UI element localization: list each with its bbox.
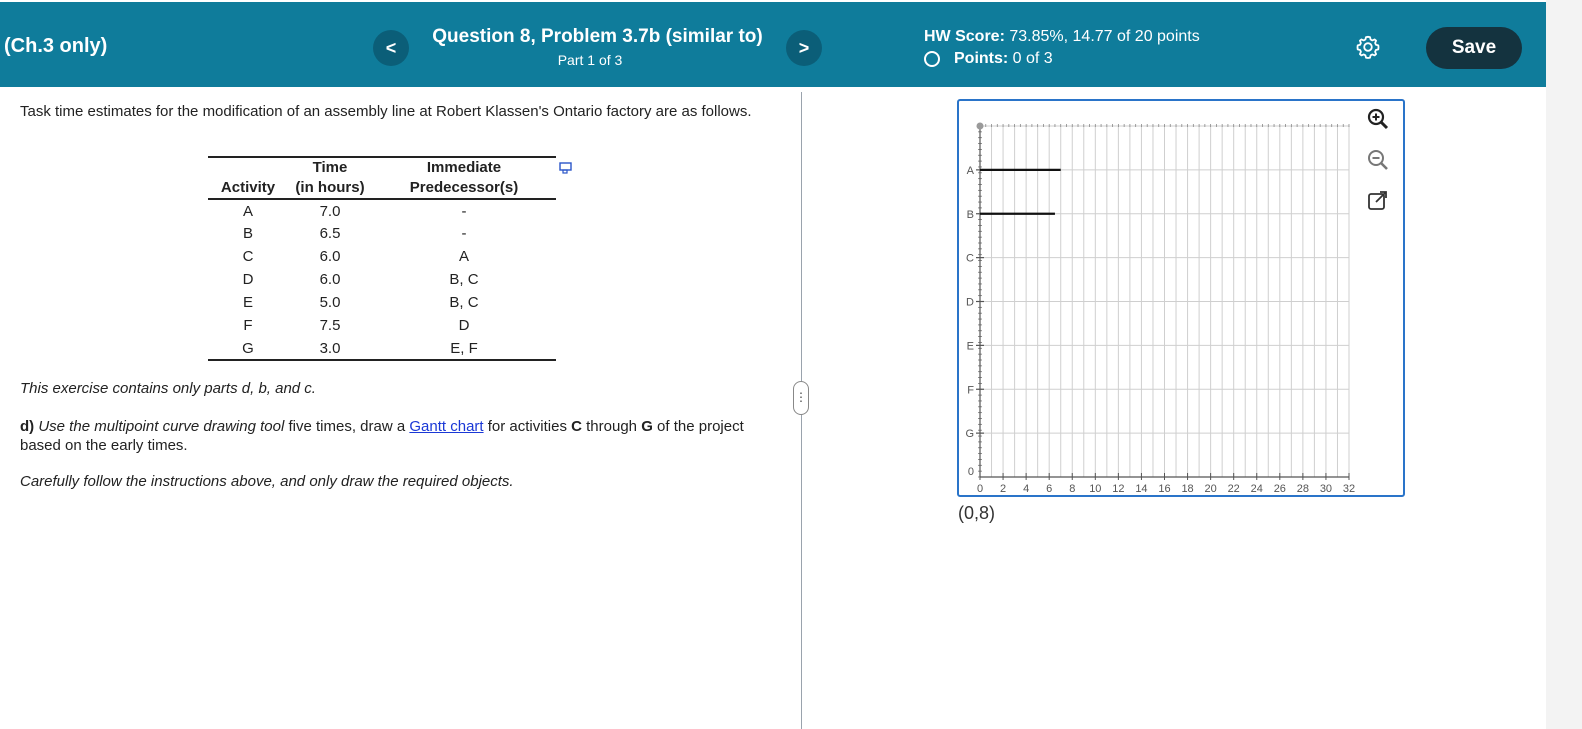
points-value: 0 of 3 <box>1012 50 1053 67</box>
question-part: Part 1 of 3 <box>557 52 623 68</box>
x-tick-label: 4 <box>1023 483 1030 495</box>
page-scrollbar[interactable] <box>1546 0 1582 729</box>
y-tick-label: B <box>966 208 974 221</box>
top-bar <box>0 2 1546 87</box>
gantt-graph[interactable] <box>959 101 1403 495</box>
y-tick-label: C <box>966 252 974 265</box>
x-tick-label: 8 <box>1069 483 1076 495</box>
circle-icon <box>924 51 940 67</box>
x-tick-label: 12 <box>1112 483 1125 495</box>
column-header-predecessors: Immediate Predecessor(s) <box>409 159 519 196</box>
x-tick-label: 0 <box>976 483 984 495</box>
x-tick-label: 22 <box>1227 483 1240 495</box>
save-button[interactable]: Save <box>1426 27 1522 69</box>
table-row: D 6.0 B, C <box>242 271 479 288</box>
copy-table-icon[interactable] <box>559 162 573 174</box>
next-question-button[interactable]: > <box>786 30 822 66</box>
y-tick-label: D <box>966 296 974 309</box>
x-tick-label: 26 <box>1273 483 1286 495</box>
hw-score <box>924 28 1200 46</box>
y-origin-label: 0 <box>967 466 974 478</box>
table-row: F 7.5 D <box>243 317 470 334</box>
column-header-time: Time (in hours) <box>295 159 365 196</box>
x-tick-label: 32 <box>1342 483 1356 495</box>
table-row: A 7.0 - <box>242 202 467 220</box>
x-tick-label: 30 <box>1319 483 1333 495</box>
gear-icon[interactable] <box>1356 35 1380 59</box>
zoom-out-icon[interactable] <box>1365 147 1391 173</box>
careful-note: Carefully follow the instructions above, and only draw the required objects. <box>20 473 514 490</box>
graph-panel[interactable] <box>957 99 1405 497</box>
exercise-note: This exercise contains only parts d, b, and c. <box>20 380 316 397</box>
course-title: (Ch.3 only) <box>4 35 108 57</box>
x-tick-label: 18 <box>1181 483 1194 495</box>
points-status <box>924 50 1053 68</box>
open-external-icon[interactable] <box>1365 188 1391 214</box>
x-tick-label: 16 <box>1158 483 1171 495</box>
y-tick-label: E <box>966 340 974 353</box>
table-row: G 3.0 E, F <box>242 339 478 357</box>
y-tick-label: G <box>965 428 974 441</box>
y-tick-label: A <box>966 164 974 177</box>
x-tick-label: 24 <box>1250 483 1263 495</box>
x-tick-label: 28 <box>1296 483 1309 495</box>
previous-question-button[interactable]: < <box>373 30 409 66</box>
table-row: B 6.5 - <box>242 225 467 242</box>
hw-score-label: HW Score: <box>924 28 1005 45</box>
gantt-chart-link[interactable]: Gantt chart <box>409 418 484 435</box>
points-label: Points: <box>954 50 1009 67</box>
x-tick-label: 10 <box>1089 483 1102 495</box>
table-row: E 5.0 B, C <box>242 294 479 311</box>
column-header-activity: Activity <box>220 179 276 196</box>
instruction-text: d) Use the multipoint curve drawing tool five times, draw a Gantt chart for activities C through G of the project based on the early times. <box>20 418 744 454</box>
zoom-in-icon[interactable] <box>1365 106 1391 132</box>
x-tick-label: 14 <box>1135 483 1148 495</box>
pane-resize-handle[interactable]: ⋮ <box>793 381 809 415</box>
y-tick-label: F <box>967 384 974 397</box>
question-title: Question 8, Problem 3.7b (similar to) <box>432 26 763 47</box>
hw-score-value: 73.85%, 14.77 of 20 points <box>1009 28 1200 45</box>
table-row: C 6.0 A <box>242 248 469 265</box>
x-tick-label: 2 <box>1000 483 1007 495</box>
x-tick-label: 20 <box>1204 483 1217 495</box>
task-table <box>208 156 556 361</box>
question-intro: Task time estimates for the modification of an assembly line at Robert Klassen's Ontario factory are as follows. <box>20 103 752 120</box>
x-tick-label: 6 <box>1046 483 1053 495</box>
coordinate-readout: (0,8) <box>958 503 996 523</box>
origin-point <box>977 123 984 130</box>
